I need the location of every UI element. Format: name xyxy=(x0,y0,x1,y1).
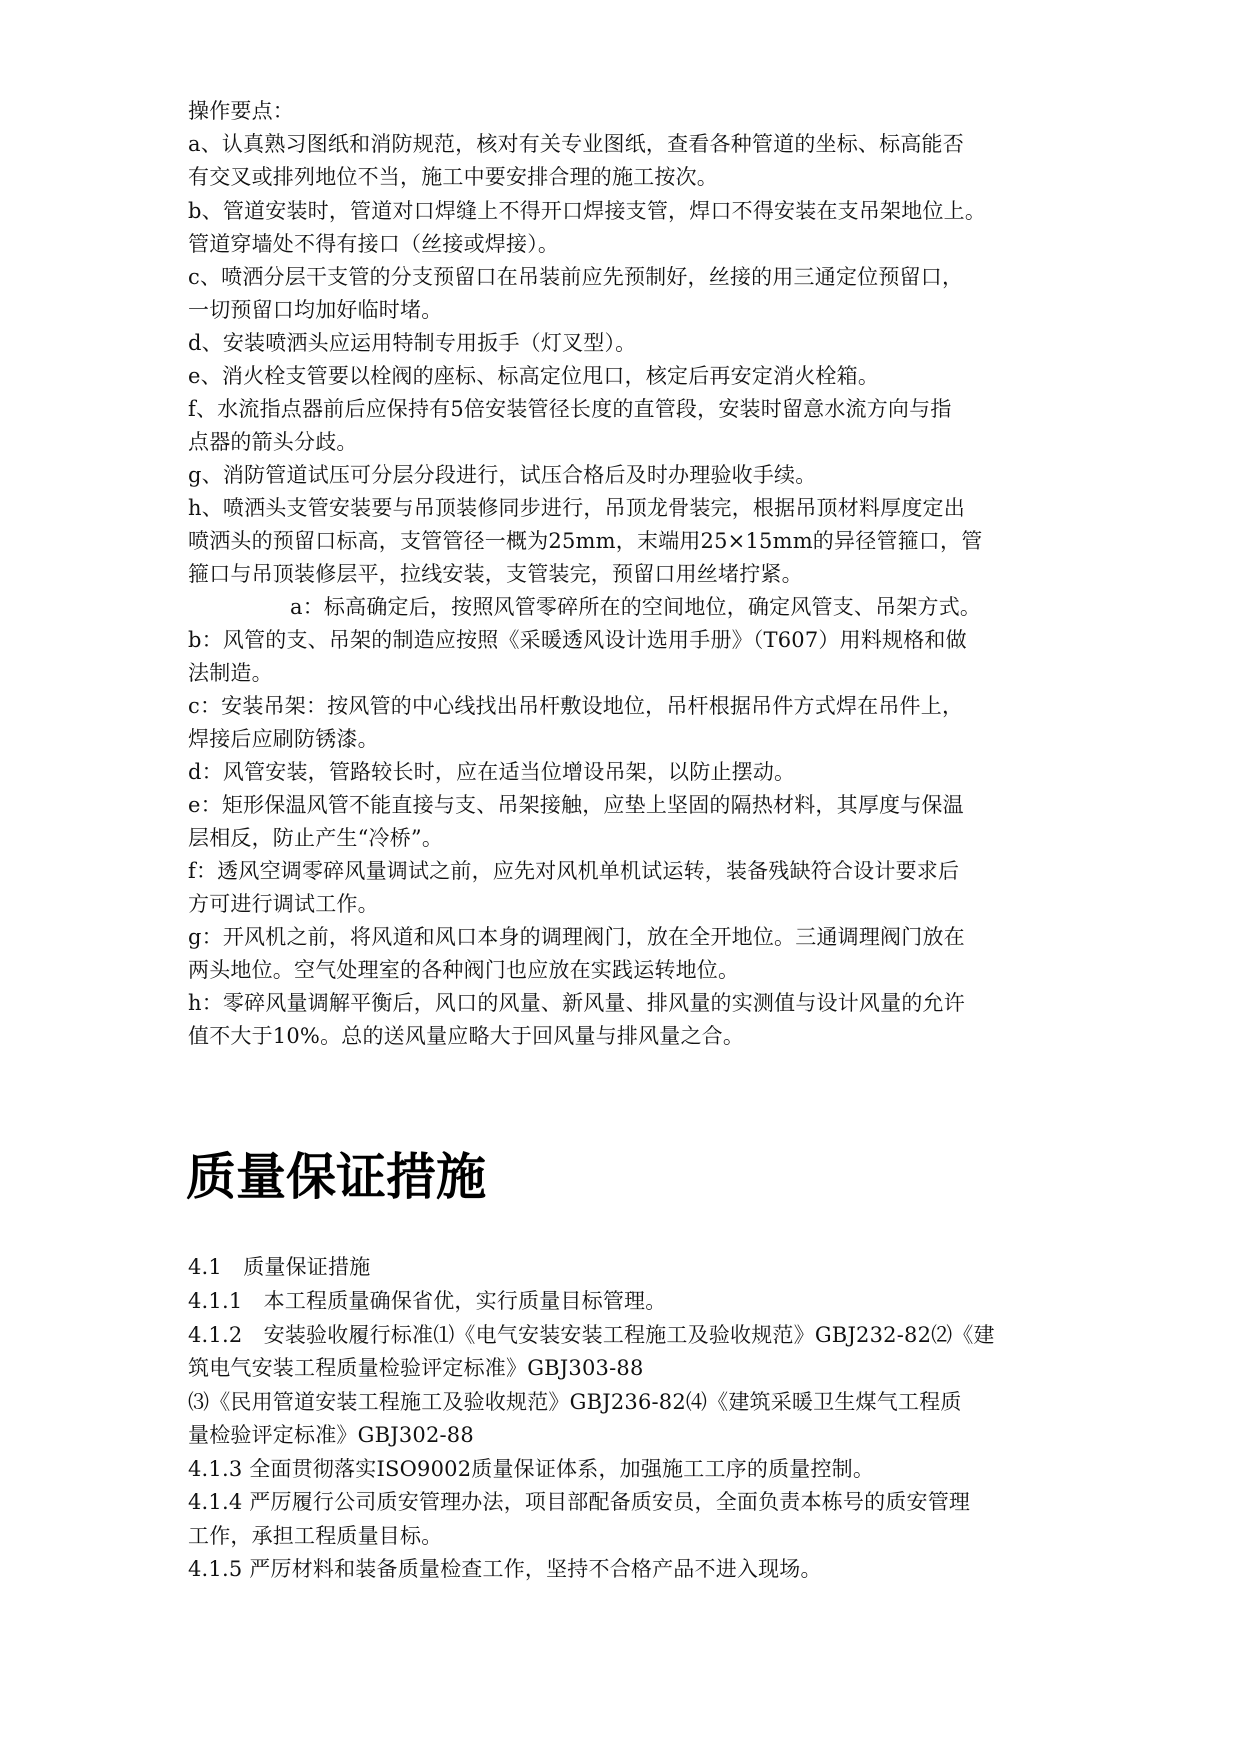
text-line: 4.1.2 安装验收履行标准⑴《电气安装安装工程施工及验收规范》GBJ232-82⑵《建 xyxy=(188,1323,995,1347)
text-line: 4.1.4 严厉履行公司质安管理办法，项目部配备质安员，全面负责本栋号的质安管理 xyxy=(188,1490,971,1514)
text-line: d：风管安装，管路较长时，应在适当位增设吊架，以防止摆动。 xyxy=(188,760,796,784)
text-line: 焊接后应刷防锈漆。 xyxy=(188,727,379,751)
section-heading: 质量保证措施 xyxy=(186,1148,486,1206)
text-line: 4.1.3 全面贯彻落实ISO9002质量保证体系，加强施工工序的质量控制。 xyxy=(188,1457,875,1481)
text-line: e、消火栓支管要以栓阀的座标、标高定位甩口，核定后再安定消火栓箱。 xyxy=(188,364,880,388)
text-line: 喷洒头的预留口标高，支管管径一概为25mm，末端用25×15mm的异径管箍口，管 xyxy=(188,529,983,553)
text-line: 筑电气安装工程质量检验评定标准》GBJ303-88 xyxy=(188,1356,644,1380)
text-line: 量检验评定标准》GBJ302-88 xyxy=(188,1423,474,1447)
text-line: 点器的箭头分歧。 xyxy=(188,430,358,454)
text-line: a：标高确定后，按照风管零碎所在的空间地位，确定风管支、吊架方式。 xyxy=(290,595,982,619)
text-line: d、安装喷洒头应运用特制专用扳手（灯叉型）。 xyxy=(188,331,637,355)
text-line: 4.1.1 本工程质量确保省优，实行质量目标管理。 xyxy=(188,1289,667,1313)
text-line: e：矩形保温风管不能直接与支、吊架接触，应垫上坚固的隔热材料，其厚度与保温 xyxy=(188,793,964,817)
text-line: 方可进行调试工作。 xyxy=(188,892,379,916)
text-line: ⑶《民用管道安装工程施工及验收规范》GBJ236-82⑷《建筑采暖卫生煤气工程质 xyxy=(188,1390,962,1414)
text-line: 两头地位。空气处理室的各种阀门也应放在实践运转地位。 xyxy=(188,958,740,982)
text-line: 值不大于10%。总的送风量应略大于回风量与排风量之合。 xyxy=(188,1024,745,1048)
text-line: 4.1 质量保证措施 xyxy=(188,1255,371,1279)
text-line: 箍口与吊顶装修层平，拉线安装，支管装完，预留口用丝堵拧紧。 xyxy=(188,562,803,586)
text-line: b、管道安装时，管道对口焊缝上不得开口焊接支管，焊口不得安装在支吊架地位上。 xyxy=(188,199,987,223)
text-line: a、认真熟习图纸和消防规范，核对有关专业图纸，查看各种管道的坐标、标高能否 xyxy=(188,132,964,156)
text-line: f：透风空调零碎风量调试之前，应先对风机单机试运转，装备残缺符合设计要求后 xyxy=(188,859,960,883)
text-line: b：风管的支、吊架的制造应按照《采暖透风设计选用手册》（T607）用料规格和做 xyxy=(188,628,967,652)
text-line: c：安装吊架：按风管的中心线找出吊杆敷设地位，吊杆根据吊件方式焊在吊件上， xyxy=(188,694,964,718)
text-line: g、消防管道试压可分层分段进行，试压合格后及时办理验收手续。 xyxy=(188,463,817,487)
text-line: 4.1.5 严厉材料和装备质量检查工作，坚持不合格产品不进入现场。 xyxy=(188,1557,822,1581)
text-line: g：开风机之前，将风道和风口本身的调理阀门，放在全开地位。三通调理阀门放在 xyxy=(188,925,965,949)
text-line: c、喷洒分层干支管的分支预留口在吊装前应先预制好，丝接的用三通定位预留口， xyxy=(188,265,964,289)
text-line: 有交叉或排列地位不当，施工中要安排合理的施工按次。 xyxy=(188,165,718,189)
text-line: h：零碎风量调解平衡后，风口的风量、新风量、排风量的实测值与设计风量的允许 xyxy=(188,991,965,1015)
text-line: 操作要点： xyxy=(188,99,294,123)
text-line: f、水流指点器前后应保持有5倍安装管径长度的直管段，安装时留意水流方向与指 xyxy=(188,397,952,421)
text-line: 一切预留口均加好临时堵。 xyxy=(188,298,443,322)
text-line: 层相反，防止产生“冷桥”。 xyxy=(188,826,444,850)
text-line: h、喷洒头支管安装要与吊顶装修同步进行，吊顶龙骨装完，根据吊顶材料厚度定出 xyxy=(188,496,965,520)
text-line: 法制造。 xyxy=(188,661,273,685)
text-line: 管道穿墙处不得有接口（丝接或焊接）。 xyxy=(188,232,560,256)
text-line: 工作，承担工程质量目标。 xyxy=(188,1524,443,1548)
